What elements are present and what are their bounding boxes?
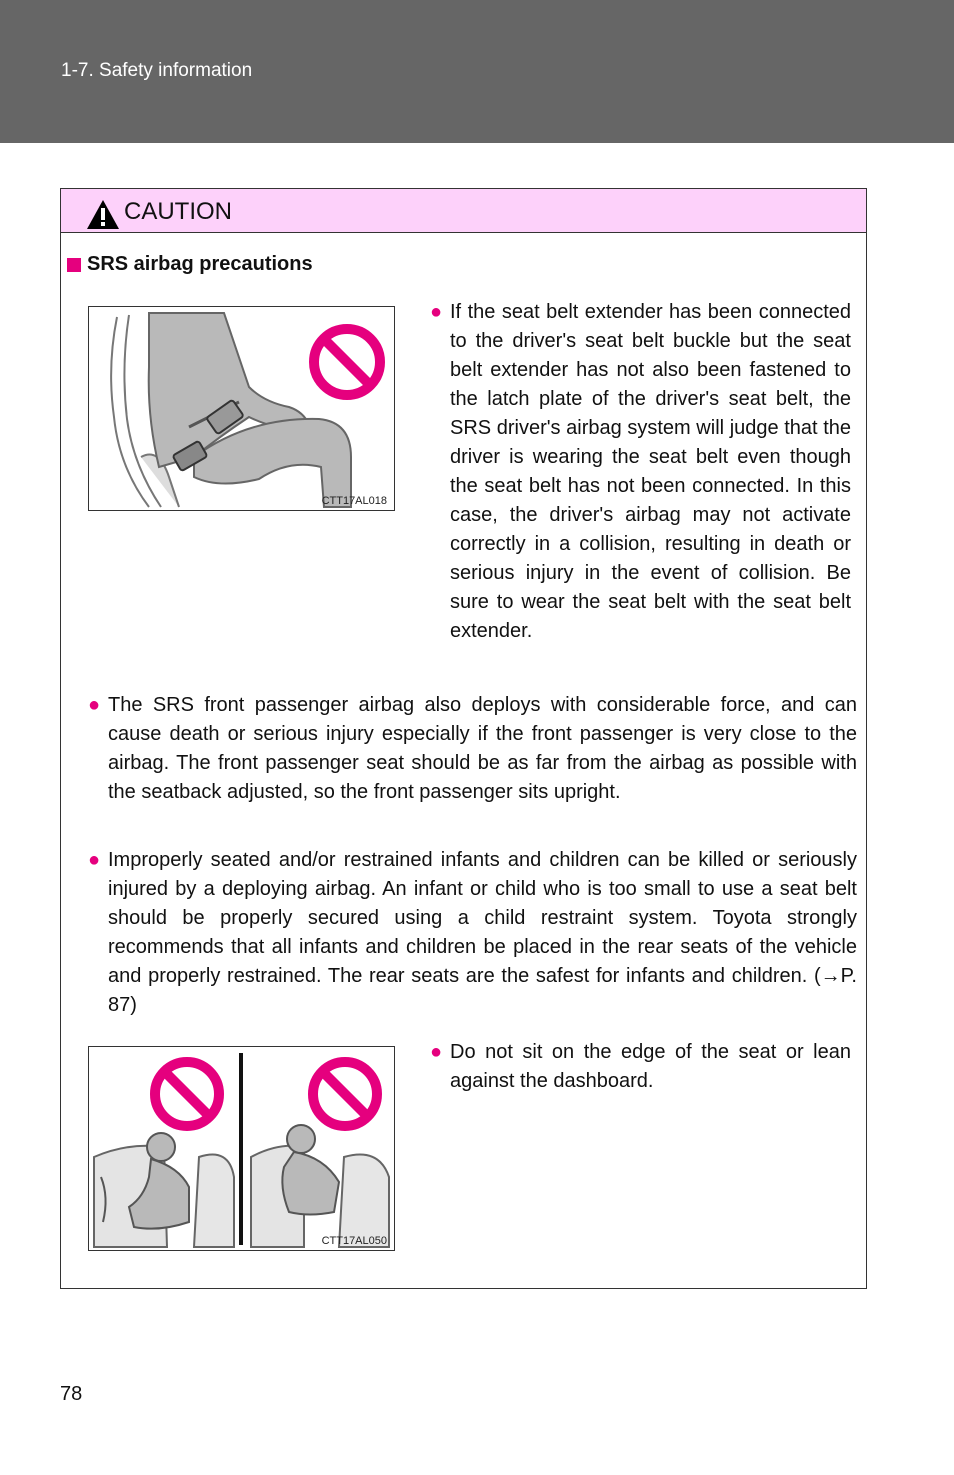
- caution-item-1: [430, 298, 851, 646]
- prohibited-icon-3: [313, 1062, 377, 1126]
- caution-title: CAUTION: [124, 198, 232, 225]
- caution-box: [60, 188, 867, 1289]
- circle-bullet-icon: ●: [430, 1041, 443, 1063]
- caution-item-4: [430, 1038, 851, 1096]
- circle-bullet-icon: ●: [430, 301, 443, 323]
- seating-illustration: [89, 1047, 395, 1251]
- caution-item-2: [88, 691, 857, 807]
- page-number: 78: [60, 1383, 83, 1405]
- caution-item-text: Improperly seated and/or restrained infants and children can be killed or seriously injured by a deploying airbag. An infant or child who is too small to use a seat belt should be properly secured using a child restraint system. Toyota strongly recommends that all infants and children be placed in the rear seats of the vehicle and properly restrained. The rear seats are the safest for infants and children. (→P. 87): [108, 849, 857, 1016]
- circle-bullet-icon: ●: [88, 849, 101, 871]
- figure-code: CTT17AL050: [321, 1235, 387, 1247]
- prohibited-icon-2: [155, 1062, 219, 1126]
- seat-belt-extender-figure: [88, 306, 395, 511]
- caution-header: [61, 189, 866, 233]
- header-band: [0, 0, 954, 143]
- improper-seating-figure: [88, 1046, 395, 1251]
- right-scene: [251, 1062, 389, 1247]
- caution-item-text: Do not sit on the edge of the seat or lean against the dashboard.: [450, 1041, 851, 1092]
- left-scene: [94, 1062, 234, 1247]
- subheading-text: SRS airbag precautions: [87, 253, 313, 275]
- circle-bullet-icon: ●: [88, 694, 101, 716]
- prohibited-icon-1: [314, 329, 380, 395]
- caution-item-3: [88, 846, 857, 1020]
- warning-triangle-icon: [86, 199, 120, 230]
- caution-item-text: If the seat belt extender has been connected to the driver's seat belt buckle but the seat belt extender has not also been fastened to the latch plate of the driver's seat belt, the SRS driver's airbag system will judge that the driver is wearing the seat belt even though the seat belt has not been connected. In this case, the driver's airbag may not activate correctly in a collision, resulting in death or serious injury in the event of collision. Be sure to wear the seat belt with the seat belt extender.: [450, 301, 851, 642]
- section-label: 1-7. Safety information: [61, 60, 253, 81]
- caution-item-text: The SRS front passenger airbag also deploys with considerable force, and can cause death or serious injury especially if the front passenger is very close to the airbag. The front passenger seat should be as far from the airbag as possible with the seatback adjusted, so the front passenger sits upright.: [108, 694, 857, 803]
- seat-belt-illustration: [89, 307, 395, 511]
- figure-code: CTT17AL018: [321, 495, 387, 507]
- subheading: [67, 253, 313, 276]
- square-bullet-icon: [67, 258, 81, 272]
